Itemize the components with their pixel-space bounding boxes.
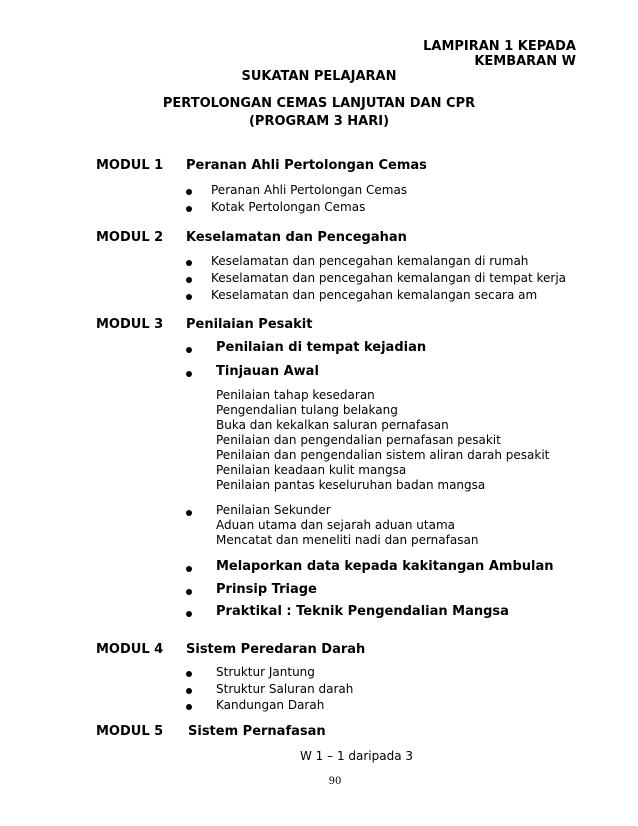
- sekunder-sub-item: Mencatat dan meneliti nadi dan pernafasan: [216, 533, 479, 547]
- module-4-item: Struktur Saluran darah: [216, 682, 354, 696]
- page-reference: W 1 – 1 daripada 3: [300, 749, 414, 763]
- module-5-label: MODUL 5: [96, 724, 164, 739]
- module-4-item: Kandungan Darah: [216, 698, 325, 712]
- bullet-icon: [186, 566, 192, 572]
- bullet-icon: [186, 510, 192, 516]
- module-1-item: Peranan Ahli Pertolongan Cemas: [211, 183, 408, 197]
- module-5-title: Sistem Pernafasan: [188, 724, 326, 739]
- module-2-item: Keselamatan dan pencegahan kemalangan secara am: [211, 288, 538, 302]
- bullet-icon: [186, 688, 192, 694]
- module-3-item: Penilaian di tempat kejadian: [216, 340, 427, 355]
- module-1-item: Kotak Pertolongan Cemas: [211, 200, 366, 214]
- tinjauan-sub-item: Penilaian tahap kesedaran: [216, 388, 375, 402]
- bullet-icon: [186, 277, 192, 283]
- module-2-title: Keselamatan dan Pencegahan: [186, 230, 407, 245]
- bullet-icon: [186, 189, 192, 195]
- bullet-icon: [186, 671, 192, 677]
- module-4-item: Struktur Jantung: [216, 665, 315, 679]
- tinjauan-sub-item: Penilaian keadaan kulit mangsa: [216, 463, 407, 477]
- module-3-label: MODUL 3: [96, 317, 164, 332]
- lampiran-line-1: LAMPIRAN 1 KEPADA: [423, 39, 576, 54]
- bullet-icon: [186, 704, 192, 710]
- bullet-icon: [186, 371, 192, 377]
- module-2-item: Keselamatan dan pencegahan kemalangan di rumah: [211, 254, 529, 268]
- tinjauan-sub-item: Pengendalian tulang belakang: [216, 403, 398, 417]
- tinjauan-sub-item: Penilaian dan pengendalian sistem aliran darah pesakit: [216, 448, 550, 462]
- sekunder-sub-item: Aduan utama dan sejarah aduan utama: [216, 518, 455, 532]
- document-title: SUKATAN PELAJARAN: [241, 69, 397, 84]
- module-3-item: Penilaian Sekunder: [216, 503, 331, 517]
- tinjauan-sub-item: Buka dan kekalkan saluran pernafasan: [216, 418, 449, 432]
- module-2-label: MODUL 2: [96, 230, 164, 245]
- bullet-icon: [186, 347, 192, 353]
- lampiran-line-2: KEMBARAN W: [474, 54, 576, 69]
- module-1-label: MODUL 1: [96, 158, 164, 173]
- bullet-icon: [186, 611, 192, 617]
- module-3-item: Melaporkan data kepada kakitangan Ambulan: [216, 559, 554, 574]
- page-number: 90: [328, 776, 342, 787]
- module-4-title: Sistem Peredaran Darah: [186, 642, 366, 657]
- module-3-item: Tinjauan Awal: [216, 364, 319, 379]
- bullet-icon: [186, 260, 192, 266]
- document-subtitle-line-2: (PROGRAM 3 HARI): [248, 114, 390, 129]
- bullet-icon: [186, 294, 192, 300]
- module-4-label: MODUL 4: [96, 642, 164, 657]
- module-3-item: Prinsip Triage: [216, 582, 317, 597]
- module-1-title: Peranan Ahli Pertolongan Cemas: [186, 158, 427, 173]
- document-subtitle-line-1: PERTOLONGAN CEMAS LANJUTAN DAN CPR: [162, 96, 476, 111]
- module-2-item: Keselamatan dan pencegahan kemalangan di tempat kerja: [211, 271, 567, 285]
- bullet-icon: [186, 206, 192, 212]
- tinjauan-sub-item: Penilaian pantas keseluruhan badan mangsa: [216, 478, 486, 492]
- bullet-icon: [186, 589, 192, 595]
- tinjauan-sub-item: Penilaian dan pengendalian pernafasan pesakit: [216, 433, 501, 447]
- module-3-title: Penilaian Pesakit: [186, 317, 313, 332]
- module-3-item: Praktikal : Teknik Pengendalian Mangsa: [216, 604, 509, 619]
